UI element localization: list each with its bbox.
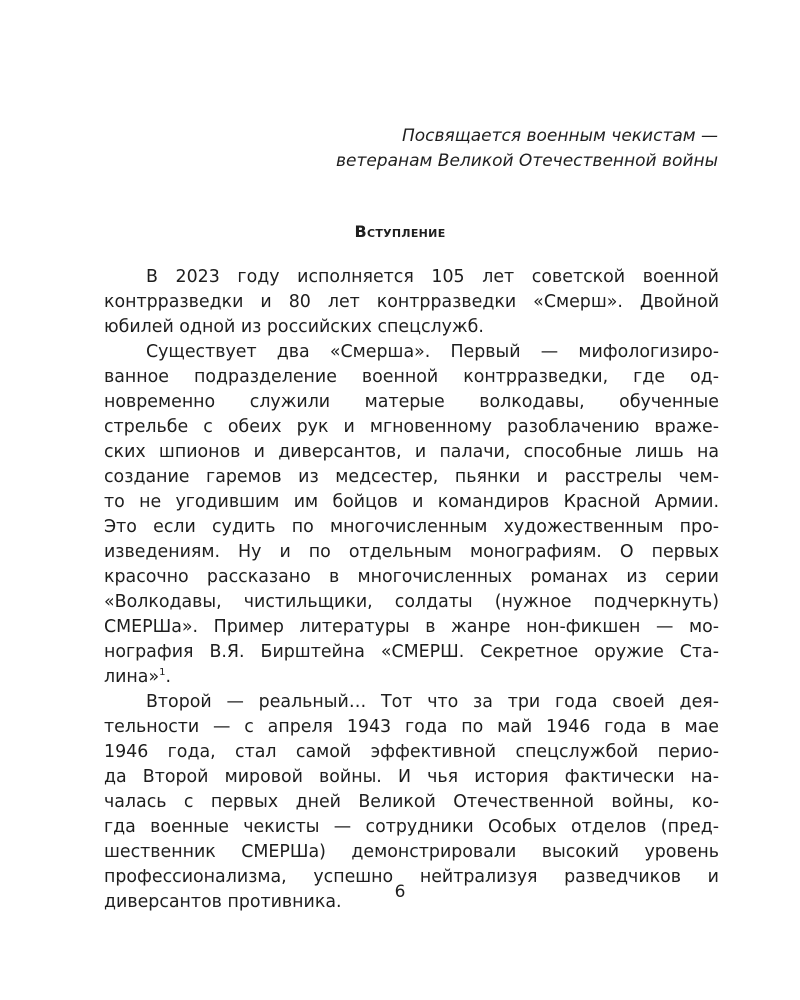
text-fragment: лина» bbox=[104, 667, 160, 687]
text-line: тельности — с апреля 1943 года по май 1946 года в мае bbox=[104, 717, 719, 737]
text-line: то не угодившим им бойцов и командиров Красной Армии. bbox=[104, 492, 719, 512]
dedication-line: ветеранам Великой Отечественной войны bbox=[335, 151, 718, 171]
text-line: новременно служили матерые волкодавы, обученные bbox=[104, 392, 719, 412]
text-line: диверсантов противника. bbox=[104, 892, 342, 912]
paragraph bbox=[104, 340, 719, 690]
page-number: 6 bbox=[394, 882, 406, 902]
text-line: «Волкодавы, чистильщики, солдаты (нужное подчеркнуть) bbox=[104, 592, 719, 612]
text-line: да Второй мировой войны. И чья история фактически на- bbox=[104, 767, 719, 787]
text-line: ванное подразделение военной контрразведки, где од- bbox=[104, 367, 719, 387]
text-line: чалась с первых дней Великой Отечественной войны, ко- bbox=[104, 792, 719, 812]
text-line: гда военные чекисты — сотрудники Особых отделов (пред- bbox=[104, 817, 719, 837]
text-line: создание гаремов из медсестер, пьянки и расстрелы чем- bbox=[104, 467, 719, 487]
text-line: юбилей одной из российских спецслужб. bbox=[104, 317, 484, 337]
text-line: ских шпионов и диверсантов, и палачи, способные лишь на bbox=[104, 442, 719, 462]
text-line: контрразведки и 80 лет контрразведки «Смерш». Двойной bbox=[104, 292, 719, 312]
text-line: 1946 года, стал самой эффективной спецслужбой перио- bbox=[104, 742, 719, 762]
chapter-heading: Вступление bbox=[354, 222, 446, 241]
text-line: профессионализма, успешно нейтрализуя разведчиков и bbox=[104, 867, 719, 887]
dedication bbox=[198, 124, 718, 174]
text-line: нография В.Я. Бирштейна «СМЕРШ. Секретное оружие Ста- bbox=[104, 642, 719, 662]
text-line: стрельбе с обеих рук и мгновенному разоблачению враже- bbox=[104, 417, 719, 437]
text-fragment: . bbox=[165, 667, 171, 687]
text-line: Это если судить по многочисленным художественным про- bbox=[104, 517, 719, 537]
text-line: СМЕРШа». Пример литературы в жанре нон-фикшен — мо- bbox=[104, 617, 719, 637]
text-line: изведениям. Ну и по отдельным монографиям. О первых bbox=[104, 542, 719, 562]
body-text bbox=[104, 265, 719, 915]
text-line bbox=[104, 665, 719, 690]
text-line: Существует два «Смерша». Первый — мифологизиро- bbox=[146, 342, 719, 362]
dedication-line: Посвящается военным чекистам — bbox=[401, 126, 718, 146]
text-line: красочно рассказано в многочисленных романах из серии bbox=[104, 567, 719, 587]
paragraph bbox=[104, 265, 719, 340]
text-line: В 2023 году исполняется 105 лет советской военной bbox=[146, 267, 719, 287]
text-line: Второй — реальный… Тот что за три года своей дея- bbox=[146, 692, 719, 712]
text-line: шественник СМЕРШа) демонстрировали высокий уровень bbox=[104, 842, 719, 862]
footnote-reference[interactable]: 1 bbox=[159, 667, 166, 679]
